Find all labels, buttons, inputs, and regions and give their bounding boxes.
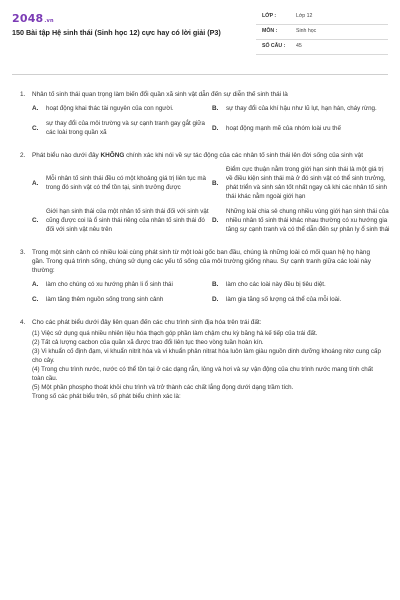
question-number: 4. <box>20 319 26 326</box>
statement-2: (2) Tất cả lượng cacbon của quần xã được trao đổi liên tục theo vòng tuần hoàn kín. <box>32 339 264 346</box>
option-letter: A. <box>32 105 39 112</box>
option-d[interactable] <box>212 207 390 234</box>
question-number: 2. <box>20 152 26 159</box>
statement-5: (5) Một phần phospho thoát khỏi chu trình và trở thành các chất lắng đọng dưới dạng trầm tích. <box>32 384 294 391</box>
question-text: Trong một sinh cảnh có nhiều loài cùng phát sinh từ một loài gốc ban đầu, chúng là những loài có mối quan hệ họ hàng gần. Trong quá trình sống, chúng sử dụng các yếu tố sống của môi trường giống nhau. Sự cạnh tranh giữa các loài này thường: <box>32 249 371 274</box>
option-a[interactable] <box>32 165 210 201</box>
meta-label: SỐ CÂU : <box>262 43 286 49</box>
question-text-pre: Phát biểu nào dưới đây <box>32 152 101 159</box>
question-2 <box>12 151 388 234</box>
option-c[interactable] <box>32 119 210 137</box>
option-text: Những loài chia sẻ chung nhiều vùng giới hạn sinh thái của nhiều nhân tố sinh thái khác nhau thường có xu hướng gia tăng sự cạnh tranh và có thể dẫn đến sự phân ly ổ sinh thái <box>226 208 390 233</box>
option-a[interactable] <box>32 280 210 289</box>
question-number: 1. <box>20 91 26 98</box>
meta-label: MÔN : <box>262 28 278 34</box>
option-letter: B. <box>212 281 219 288</box>
site-logo[interactable]: 2048.vn <box>12 12 54 25</box>
logo-suffix: .vn <box>44 18 54 24</box>
option-letter: D. <box>212 217 219 224</box>
statement-3: (3) Vi khuẩn cố định đạm, vi khuẩn nitrit hóa và vi khuẩn phản nitrat hóa luôn làm giàu nguồn dinh dưỡng khoáng nitơ cung cấp cho cây. <box>32 348 381 364</box>
document-header <box>12 10 388 68</box>
meta-value: Lớp 12 <box>296 13 313 19</box>
question-text <box>32 151 388 160</box>
meta-row-class <box>256 10 388 25</box>
question-text: Nhân tố sinh thái quan trọng làm biến đổi quần xã sinh vật dẫn đến sự diễn thế sinh thái là <box>32 91 288 98</box>
option-text: làm tăng thêm nguồn sống trong sinh cảnh <box>46 296 164 303</box>
statement-1: (1) Việc sử dụng quá nhiều nhiên liệu hóa thạch góp phần làm chậm chu kỳ băng hà kế tiếp của trái đất. <box>32 330 318 337</box>
meta-value: Sinh học <box>296 28 317 34</box>
option-text: hoạt động khai thác tài nguyên của con người. <box>46 105 174 112</box>
option-text: làm cho các loài này đều bị tiêu diệt. <box>226 281 326 288</box>
question-closing: Trong số các phát biểu trên, số phát biểu chính xác là: <box>32 393 181 400</box>
meta-table <box>256 10 388 55</box>
question-1 <box>12 90 388 137</box>
question-text-post: chính xác khi nói về sự tác động của các nhân tố sinh thái lên đời sống của sinh vật <box>124 152 363 159</box>
meta-label: LỚP : <box>262 13 277 19</box>
option-letter: B. <box>212 105 219 112</box>
option-letter: A. <box>32 281 39 288</box>
option-text: sự thay đổi của môi trường và sự cạnh tranh gay gắt giữa các loài trong quần xã <box>46 120 205 136</box>
option-text: sự thay đổi của khí hậu như lũ lụt, hạn hán, cháy rừng. <box>226 105 377 112</box>
option-text: Mỗi nhân tố sinh thái đều có một khoảng giá trị liên tục mà trong đó sinh vật có thể tồn tại, sinh trưởng được <box>46 175 206 191</box>
meta-row-subject <box>256 25 388 40</box>
option-text: Điểm cực thuận nằm trong giới hạn sinh thái là một giá trị về điều kiện sinh thái mà ở đó sinh vật có thể sinh trưởng, phát triển và sinh sản tốt nhất ngay cả khi các nhân tố sinh thái khác nằm ngoài giới hạn <box>226 166 387 200</box>
option-b[interactable] <box>212 165 390 201</box>
meta-row-count <box>256 40 388 55</box>
option-letter: C. <box>32 296 39 303</box>
option-b[interactable] <box>212 104 390 113</box>
option-letter: A. <box>32 179 39 187</box>
option-text: làm cho chúng có xu hướng phân li ổ sinh thái <box>46 281 173 288</box>
question-list <box>12 90 388 415</box>
option-letter: C. <box>32 124 39 132</box>
statement-list <box>32 329 388 401</box>
question-text-emphasis: KHÔNG <box>100 152 125 159</box>
option-d[interactable] <box>212 295 390 304</box>
option-b[interactable] <box>212 280 390 289</box>
option-letter: D. <box>212 124 219 132</box>
question-4 <box>12 318 388 401</box>
option-text: Giới hạn sinh thái của một nhân tố sinh thái đối với sinh vật cũng được coi là ổ sinh thái riêng của nhân tố sinh thái đó đối với sinh vật nêu trên <box>46 208 209 233</box>
question-number: 3. <box>20 249 26 256</box>
option-text: hoạt động mạnh mẽ của nhóm loài ưu thế <box>226 124 341 132</box>
option-letter: B. <box>212 179 219 187</box>
answer-options <box>32 280 388 304</box>
question-3 <box>12 248 388 304</box>
option-letter: D. <box>212 296 219 303</box>
option-a[interactable] <box>32 104 210 113</box>
option-text: làm gia tăng số lượng cá thể của mỗi loài. <box>226 296 342 303</box>
document-title: 150 Bài tập Hệ sinh thái (Sinh học 12) cực hay có lời giải (P3) <box>12 28 221 37</box>
option-c[interactable] <box>32 295 210 304</box>
answer-options <box>32 104 388 137</box>
question-text: Cho các phát biểu dưới đây liên quan đến các chu trình sinh địa hóa trên trái đất: <box>32 319 262 326</box>
header-divider <box>12 74 388 75</box>
option-d[interactable] <box>212 119 390 137</box>
option-c[interactable] <box>32 207 210 234</box>
answer-options <box>32 165 388 234</box>
option-letter: C. <box>32 217 39 224</box>
statement-4: (4) Trong chu trình nước, nước có thể tồn tại ở các dạng rắn, lỏng và hơi và sự vận động của chu trình nước mang tính chất toàn cầu. <box>32 366 373 382</box>
meta-value: 45 <box>296 43 302 49</box>
